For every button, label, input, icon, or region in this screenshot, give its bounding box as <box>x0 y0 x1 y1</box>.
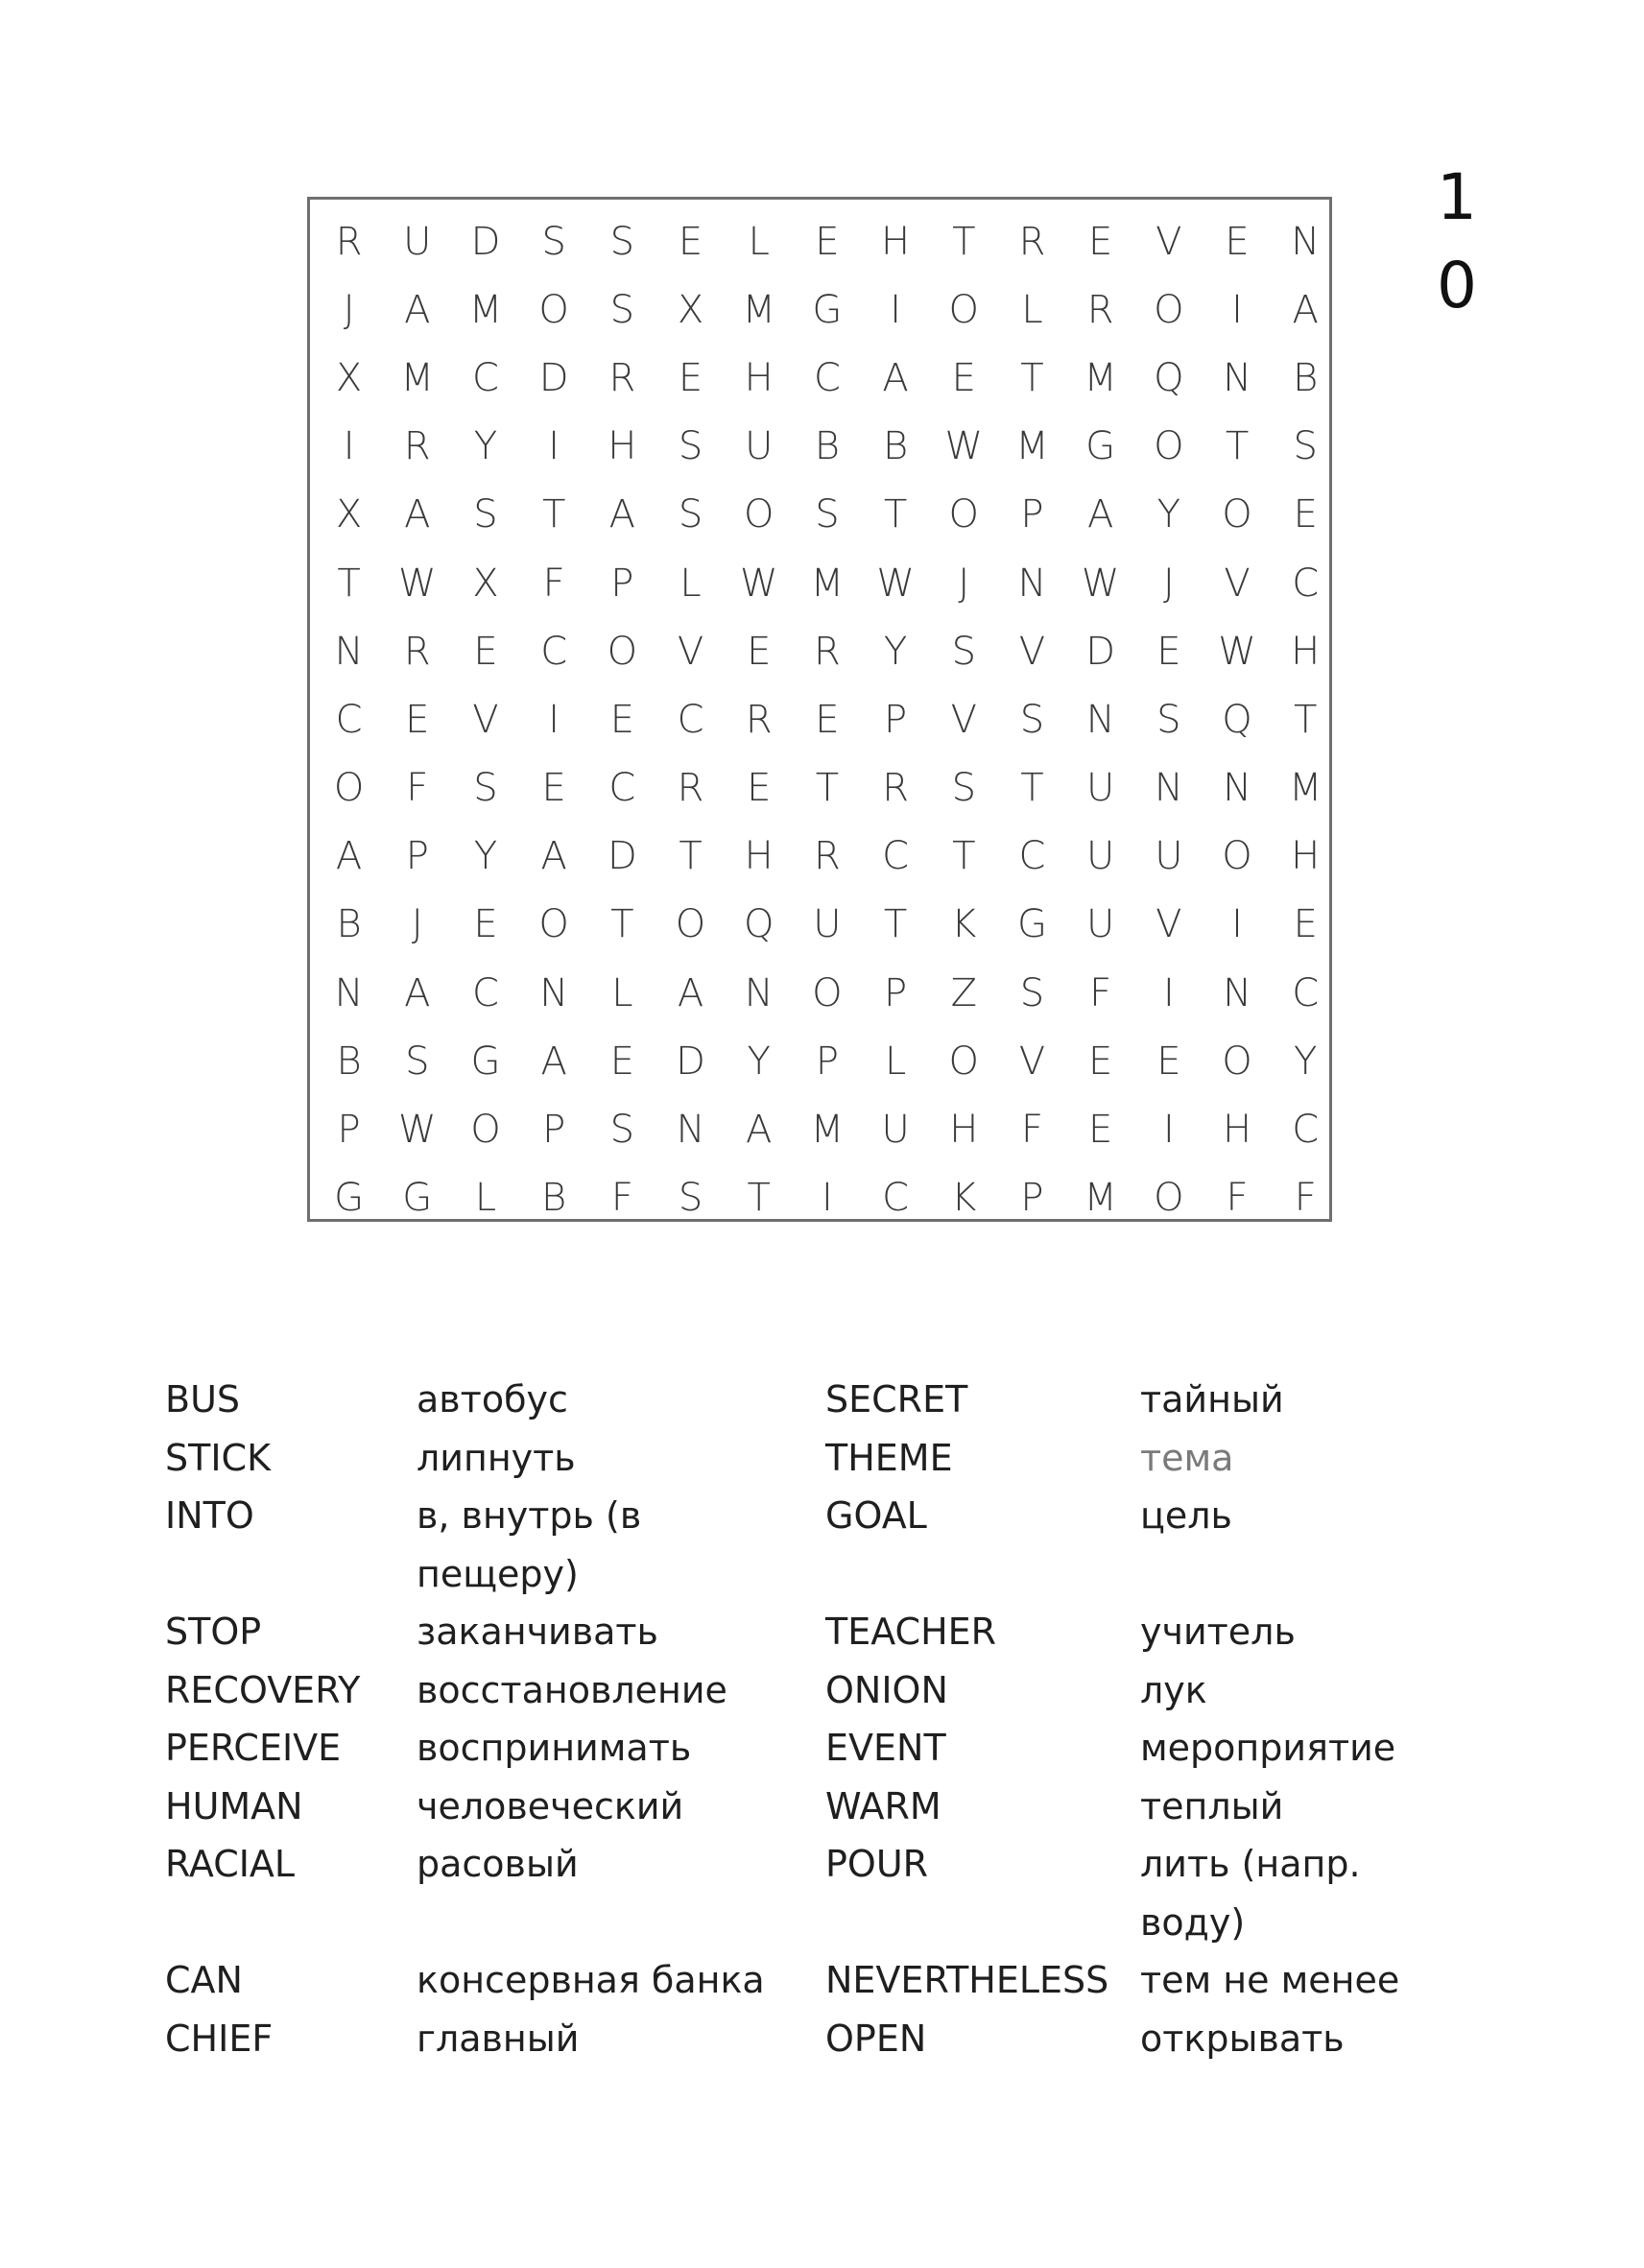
grid-letter[interactable]: H <box>1222 1108 1252 1153</box>
grid-letter[interactable]: I <box>822 1176 833 1221</box>
grid-letter[interactable]: J <box>343 287 355 332</box>
grid-letter[interactable]: D <box>607 834 637 879</box>
vocabulary-table <box>165 1371 1432 2067</box>
grid-letter[interactable]: S <box>1019 697 1045 742</box>
grid-letter[interactable]: E <box>747 629 772 674</box>
grid-letter[interactable]: G <box>334 1176 365 1221</box>
grid-letter[interactable]: C <box>882 834 910 879</box>
grid-letter[interactable]: O <box>812 970 843 1015</box>
grid-letter[interactable]: C <box>677 697 704 742</box>
vocabulary-row <box>165 1835 1432 1951</box>
grid-letter[interactable]: O <box>1222 492 1252 537</box>
russian-translation: автобус <box>417 1378 568 1420</box>
grid-letter[interactable]: W <box>398 561 437 606</box>
grid-letter[interactable]: V <box>677 629 704 674</box>
grid-letter[interactable]: E <box>815 697 840 742</box>
russian-translation: лить (напр. воду) <box>1140 1843 1361 1944</box>
grid-letter[interactable]: C <box>813 355 841 400</box>
grid-letter[interactable]: Y <box>1156 492 1181 537</box>
english-word: RECOVERY <box>165 1668 361 1711</box>
grid-letter[interactable]: G <box>470 1039 501 1084</box>
grid-letter[interactable]: H <box>608 424 637 469</box>
grid-letter[interactable]: O <box>538 902 569 947</box>
grid-letter[interactable]: L <box>884 1039 907 1084</box>
grid-letter[interactable]: A <box>677 970 704 1015</box>
grid-letter[interactable]: V <box>1018 629 1046 674</box>
grid-letter[interactable]: B <box>1293 355 1319 400</box>
grid-letter[interactable]: I <box>1162 970 1175 1015</box>
russian-translation: открывать <box>1140 2017 1345 2060</box>
grid-letter[interactable]: F <box>1226 1176 1249 1221</box>
grid-letter[interactable]: O <box>1154 287 1184 332</box>
grid-letter[interactable]: T <box>1294 697 1318 742</box>
grid-letter[interactable]: A <box>1086 492 1114 537</box>
grid-letter[interactable]: I <box>548 697 560 742</box>
grid-letter[interactable]: O <box>948 492 980 537</box>
grid-letter[interactable]: D <box>538 355 569 400</box>
grid-letter[interactable]: E <box>1088 1108 1113 1153</box>
grid-letter[interactable]: U <box>1155 834 1183 879</box>
grid-letter[interactable]: A <box>404 492 431 537</box>
grid-letter[interactable]: N <box>676 1108 705 1153</box>
grid-letter[interactable]: J <box>411 902 423 947</box>
grid-letter[interactable]: B <box>814 424 840 469</box>
grid-letter[interactable]: P <box>815 1039 839 1084</box>
grid-letter[interactable]: L <box>679 561 702 606</box>
grid-letter[interactable]: N <box>1223 355 1251 400</box>
grid-letter[interactable]: R <box>745 697 773 742</box>
grid-letter[interactable]: H <box>744 834 774 879</box>
grid-letter[interactable]: R <box>1086 287 1114 332</box>
grid-letter[interactable]: C <box>1292 1108 1320 1153</box>
page-number <box>1428 154 1486 330</box>
grid-letter[interactable]: M <box>1288 766 1322 811</box>
grid-letter[interactable]: G <box>402 1176 433 1221</box>
grid-letter[interactable]: S <box>951 629 976 674</box>
grid-letter[interactable]: O <box>1222 834 1252 879</box>
grid-letter[interactable]: U <box>1086 834 1115 879</box>
grid-letter[interactable]: N <box>744 970 774 1015</box>
grid-letter[interactable]: S <box>1156 697 1181 742</box>
grid-letter[interactable]: T <box>815 766 840 811</box>
grid-letter[interactable]: C <box>882 1176 910 1221</box>
english-word: HUMAN <box>165 1784 303 1827</box>
grid-letter[interactable]: P <box>610 561 634 606</box>
grid-letter[interactable]: E <box>1293 492 1318 537</box>
russian-translation: в, внутрь (в пещеру) <box>417 1494 642 1595</box>
grid-letter[interactable]: E <box>541 766 566 811</box>
grid-letter[interactable]: S <box>473 492 498 537</box>
grid-letter[interactable]: O <box>675 902 706 947</box>
english-word: BUS <box>165 1378 241 1420</box>
grid-letter[interactable]: S <box>815 492 840 537</box>
vocabulary-row <box>165 1487 1432 1603</box>
grid-letter[interactable]: P <box>337 1108 361 1153</box>
grid-letter[interactable]: C <box>472 970 499 1015</box>
grid-letter[interactable]: B <box>336 1039 362 1084</box>
grid-letter[interactable]: S <box>1293 424 1318 469</box>
grid-letter[interactable]: C <box>1292 561 1320 606</box>
grid-letter[interactable]: E <box>405 697 430 742</box>
grid-letter[interactable]: U <box>1086 766 1115 811</box>
english-word: POUR <box>825 1843 929 1885</box>
grid-letter[interactable]: D <box>1085 629 1116 674</box>
grid-letter[interactable]: E <box>473 629 498 674</box>
vocabulary-row <box>165 1661 1432 1720</box>
grid-letter[interactable]: A <box>608 492 636 537</box>
grid-letter[interactable]: I <box>1162 1108 1175 1153</box>
grid-letter[interactable]: V <box>472 697 499 742</box>
grid-letter[interactable]: M <box>1084 355 1117 400</box>
grid-letter[interactable]: S <box>609 1108 635 1153</box>
grid-letter[interactable]: T <box>952 219 976 264</box>
grid-letter[interactable]: I <box>343 424 355 469</box>
grid-letter[interactable]: Q <box>743 902 774 947</box>
grid-letter[interactable]: L <box>611 970 633 1015</box>
grid-letter[interactable]: R <box>403 629 431 674</box>
grid-letter[interactable]: Y <box>1294 1039 1318 1084</box>
russian-translation: человеческий <box>417 1784 684 1827</box>
grid-letter[interactable]: W <box>739 561 778 606</box>
english-word: NEVERTHELESS <box>825 1959 1109 2001</box>
grid-letter[interactable]: E <box>609 697 634 742</box>
russian-translation: консервная банка <box>417 1959 765 2001</box>
russian-translation: тайный <box>1140 1378 1284 1420</box>
grid-letter[interactable]: S <box>541 219 566 264</box>
grid-letter[interactable]: C <box>472 355 499 400</box>
vocabulary-row <box>165 1371 1432 1429</box>
grid-letter[interactable]: A <box>404 970 431 1015</box>
grid-letter[interactable]: D <box>470 219 501 264</box>
grid-letter[interactable]: Y <box>473 424 498 469</box>
grid-letter[interactable]: E <box>678 355 703 400</box>
grid-letter[interactable]: I <box>548 424 560 469</box>
grid-letter[interactable]: A <box>540 1039 567 1084</box>
grid-letter[interactable]: P <box>1020 492 1044 537</box>
grid-letter[interactable]: E <box>951 355 976 400</box>
grid-letter[interactable]: N <box>1154 766 1183 811</box>
english-word: CAN <box>165 1959 243 2001</box>
grid-letter[interactable]: X <box>677 287 704 332</box>
grid-letter[interactable]: T <box>541 492 566 537</box>
grid-letter[interactable]: G <box>1085 424 1116 469</box>
grid-letter[interactable]: E <box>473 902 498 947</box>
grid-letter[interactable]: U <box>1086 902 1115 947</box>
grid-letter[interactable]: H <box>744 355 774 400</box>
grid-letter[interactable]: A <box>404 287 431 332</box>
english-word: ONION <box>825 1668 948 1711</box>
russian-translation: мероприятие <box>1140 1727 1396 1769</box>
grid-letter[interactable]: P <box>542 1108 566 1153</box>
russian-translation: лук <box>1140 1668 1207 1711</box>
grid-letter[interactable]: T <box>952 834 976 879</box>
grid-letter[interactable]: C <box>540 629 568 674</box>
grid-letter[interactable]: S <box>609 287 635 332</box>
grid-letter[interactable]: A <box>540 834 567 879</box>
grid-letter[interactable]: T <box>883 902 908 947</box>
grid-letter[interactable]: V <box>1156 902 1182 947</box>
russian-translation: липнуть <box>417 1436 576 1479</box>
grid-letter[interactable]: A <box>882 355 909 400</box>
grid-letter[interactable]: E <box>1088 1039 1113 1084</box>
grid-letter[interactable]: N <box>1291 219 1321 264</box>
grid-letter[interactable]: M <box>1015 424 1049 469</box>
grid-letter[interactable]: U <box>745 424 774 469</box>
english-word: EVENT <box>825 1727 946 1769</box>
grid-letter[interactable]: Y <box>473 834 498 879</box>
grid-letter[interactable]: O <box>948 1039 980 1084</box>
grid-letter[interactable]: Q <box>1222 697 1252 742</box>
grid-letter[interactable]: O <box>948 287 980 332</box>
grid-letter[interactable]: A <box>1292 287 1319 332</box>
russian-translation: тема <box>1140 1436 1234 1479</box>
vocabulary-row <box>165 2010 1432 2068</box>
grid-letter[interactable]: E <box>815 219 840 264</box>
vocabulary-row <box>165 1719 1432 1778</box>
grid-letter[interactable]: U <box>881 1108 910 1153</box>
grid-letter[interactable]: N <box>1223 766 1251 811</box>
grid-letter[interactable]: T <box>679 834 703 879</box>
grid-letter[interactable]: S <box>609 219 635 264</box>
english-word: RACIAL <box>165 1843 296 1885</box>
grid-letter[interactable]: Y <box>883 629 908 674</box>
grid-letter[interactable]: E <box>1156 1039 1181 1084</box>
grid-letter[interactable]: G <box>1016 902 1047 947</box>
grid-letter[interactable]: N <box>1017 561 1047 606</box>
grid-letter[interactable]: A <box>335 834 363 879</box>
grid-letter[interactable]: N <box>334 629 364 674</box>
grid-letter[interactable]: M <box>468 287 503 332</box>
grid-letter[interactable]: A <box>746 1108 773 1153</box>
grid-letter[interactable]: C <box>335 697 363 742</box>
grid-letter[interactable]: W <box>1218 629 1256 674</box>
grid-letter[interactable]: T <box>883 492 908 537</box>
english-word: SECRET <box>825 1378 968 1420</box>
grid-letter[interactable]: O <box>743 492 774 537</box>
grid-letter[interactable]: W <box>398 1108 437 1153</box>
grid-letter[interactable]: V <box>1224 561 1251 606</box>
grid-letter[interactable]: S <box>405 1039 430 1084</box>
grid-letter[interactable]: E <box>1156 629 1181 674</box>
grid-letter[interactable]: P <box>884 970 908 1015</box>
grid-letter[interactable]: E <box>678 219 703 264</box>
grid-letter[interactable]: F <box>1294 1176 1317 1221</box>
grid-letter[interactable]: M <box>400 355 435 400</box>
vocabulary-row <box>165 1951 1432 2010</box>
english-word: WARM <box>825 1784 941 1827</box>
grid-letter[interactable]: F <box>610 1176 633 1221</box>
grid-letter[interactable]: C <box>608 766 636 811</box>
grid-letter[interactable]: W <box>944 424 984 469</box>
grid-letter[interactable]: B <box>541 1176 567 1221</box>
grid-letter[interactable]: O <box>1154 1176 1184 1221</box>
grid-letter[interactable]: N <box>334 970 364 1015</box>
russian-translation: заканчивать <box>417 1611 658 1653</box>
grid-letter[interactable]: R <box>814 834 841 879</box>
grid-letter[interactable]: P <box>1020 1176 1044 1221</box>
russian-translation: учитель <box>1140 1611 1296 1653</box>
word-search-grid <box>307 197 1332 1222</box>
grid-letter[interactable]: E <box>747 766 772 811</box>
english-word: CHIEF <box>165 2017 274 2060</box>
grid-letter[interactable]: J <box>958 561 970 606</box>
english-word: THEME <box>825 1436 953 1479</box>
grid-letter[interactable]: H <box>881 219 911 264</box>
grid-letter[interactable]: Q <box>1154 355 1184 400</box>
grid-letter[interactable]: W <box>876 561 915 606</box>
grid-letter[interactable]: V <box>1018 1039 1046 1084</box>
english-word: STICK <box>165 1436 271 1479</box>
grid-letter[interactable]: E <box>609 1039 634 1084</box>
grid-letter[interactable]: B <box>336 902 362 947</box>
grid-letter[interactable]: K <box>951 1176 977 1221</box>
grid-letter[interactable]: N <box>539 970 569 1015</box>
english-word: INTO <box>165 1494 254 1537</box>
grid-letter[interactable]: N <box>1223 970 1251 1015</box>
grid-letter[interactable]: R <box>1018 219 1046 264</box>
grid-letter[interactable]: I <box>1231 902 1243 947</box>
grid-letter[interactable]: C <box>1018 834 1046 879</box>
grid-letter[interactable]: L <box>748 219 770 264</box>
grid-letter[interactable]: R <box>814 629 841 674</box>
grid-letter[interactable]: E <box>1225 219 1250 264</box>
letter-grid <box>315 207 1340 1232</box>
grid-letter[interactable]: V <box>950 697 977 742</box>
grid-letter[interactable]: L <box>1021 287 1043 332</box>
grid-letter[interactable]: D <box>676 1039 705 1084</box>
grid-letter[interactable]: S <box>678 424 703 469</box>
grid-letter[interactable]: F <box>406 766 429 811</box>
grid-letter[interactable]: O <box>538 287 569 332</box>
grid-letter[interactable]: O <box>607 629 638 674</box>
grid-letter[interactable]: M <box>810 561 845 606</box>
russian-translation: цель <box>1140 1494 1232 1537</box>
grid-letter[interactable]: O <box>1222 1039 1252 1084</box>
grid-letter[interactable]: S <box>1019 970 1045 1015</box>
grid-letter[interactable]: K <box>951 902 977 947</box>
grid-letter[interactable]: I <box>890 287 901 332</box>
vocabulary-row <box>165 1603 1432 1661</box>
grid-letter[interactable]: X <box>335 355 363 400</box>
grid-letter[interactable]: T <box>1020 355 1044 400</box>
grid-letter[interactable]: B <box>882 424 909 469</box>
grid-letter[interactable]: C <box>1292 970 1320 1015</box>
grid-letter[interactable]: E <box>1088 219 1113 264</box>
english-word: TEACHER <box>825 1611 997 1653</box>
grid-letter[interactable]: R <box>335 219 363 264</box>
grid-letter[interactable]: M <box>1084 1176 1117 1221</box>
grid-letter[interactable]: F <box>542 561 565 606</box>
grid-letter[interactable]: G <box>812 287 843 332</box>
grid-letter[interactable]: F <box>1089 970 1112 1015</box>
grid-letter[interactable]: L <box>474 1176 497 1221</box>
grid-letter[interactable]: H <box>949 1108 979 1153</box>
vocabulary-row <box>165 1778 1432 1836</box>
grid-letter[interactable]: T <box>1225 424 1250 469</box>
grid-letter[interactable]: U <box>813 902 842 947</box>
grid-letter[interactable]: F <box>1020 1108 1043 1153</box>
grid-letter[interactable]: N <box>1085 697 1115 742</box>
vocabulary-row <box>165 1429 1432 1488</box>
grid-letter[interactable]: R <box>608 355 636 400</box>
grid-letter[interactable]: O <box>1154 424 1184 469</box>
russian-translation: тем не менее <box>1140 1959 1400 2001</box>
russian-translation: восстановление <box>417 1668 727 1711</box>
russian-translation: главный <box>417 2017 580 2060</box>
grid-letter[interactable]: T <box>1020 766 1044 811</box>
russian-translation: воспринимать <box>417 1727 692 1769</box>
grid-letter[interactable]: O <box>333 766 365 811</box>
english-word: STOP <box>165 1611 262 1653</box>
grid-letter[interactable]: H <box>1291 834 1321 879</box>
grid-letter[interactable]: Y <box>747 1039 771 1084</box>
grid-letter[interactable]: M <box>810 1108 845 1153</box>
grid-letter[interactable]: R <box>882 766 909 811</box>
grid-letter[interactable]: H <box>1291 629 1321 674</box>
grid-letter[interactable]: S <box>678 1176 703 1221</box>
grid-letter[interactable]: X <box>472 561 499 606</box>
grid-letter[interactable]: W <box>1081 561 1120 606</box>
grid-letter[interactable]: T <box>610 902 634 947</box>
russian-translation: теплый <box>1140 1784 1284 1827</box>
grid-letter[interactable]: P <box>405 834 429 879</box>
grid-letter[interactable]: E <box>1293 902 1318 947</box>
grid-letter[interactable]: J <box>1162 561 1175 606</box>
grid-letter[interactable]: T <box>337 561 361 606</box>
grid-letter[interactable]: T <box>747 1176 771 1221</box>
grid-letter[interactable]: R <box>677 766 704 811</box>
grid-letter[interactable]: S <box>473 766 498 811</box>
grid-letter[interactable]: M <box>742 287 775 332</box>
page-number-digit: 1 <box>1437 160 1477 234</box>
grid-letter[interactable]: I <box>1231 287 1243 332</box>
english-word: PERCEIVE <box>165 1727 342 1769</box>
english-word: GOAL <box>825 1494 927 1537</box>
grid-letter[interactable]: O <box>470 1108 501 1153</box>
english-word: OPEN <box>825 2017 927 2060</box>
grid-letter[interactable]: S <box>678 492 703 537</box>
grid-letter[interactable]: S <box>951 766 976 811</box>
grid-letter[interactable]: R <box>403 424 431 469</box>
grid-letter[interactable]: X <box>335 492 363 537</box>
grid-letter[interactable]: V <box>1156 219 1182 264</box>
grid-letter[interactable]: Z <box>950 970 977 1015</box>
page-number-digit: 0 <box>1437 249 1477 322</box>
russian-translation: расовый <box>417 1843 579 1885</box>
grid-letter[interactable]: U <box>403 219 432 264</box>
grid-letter[interactable]: P <box>884 697 908 742</box>
